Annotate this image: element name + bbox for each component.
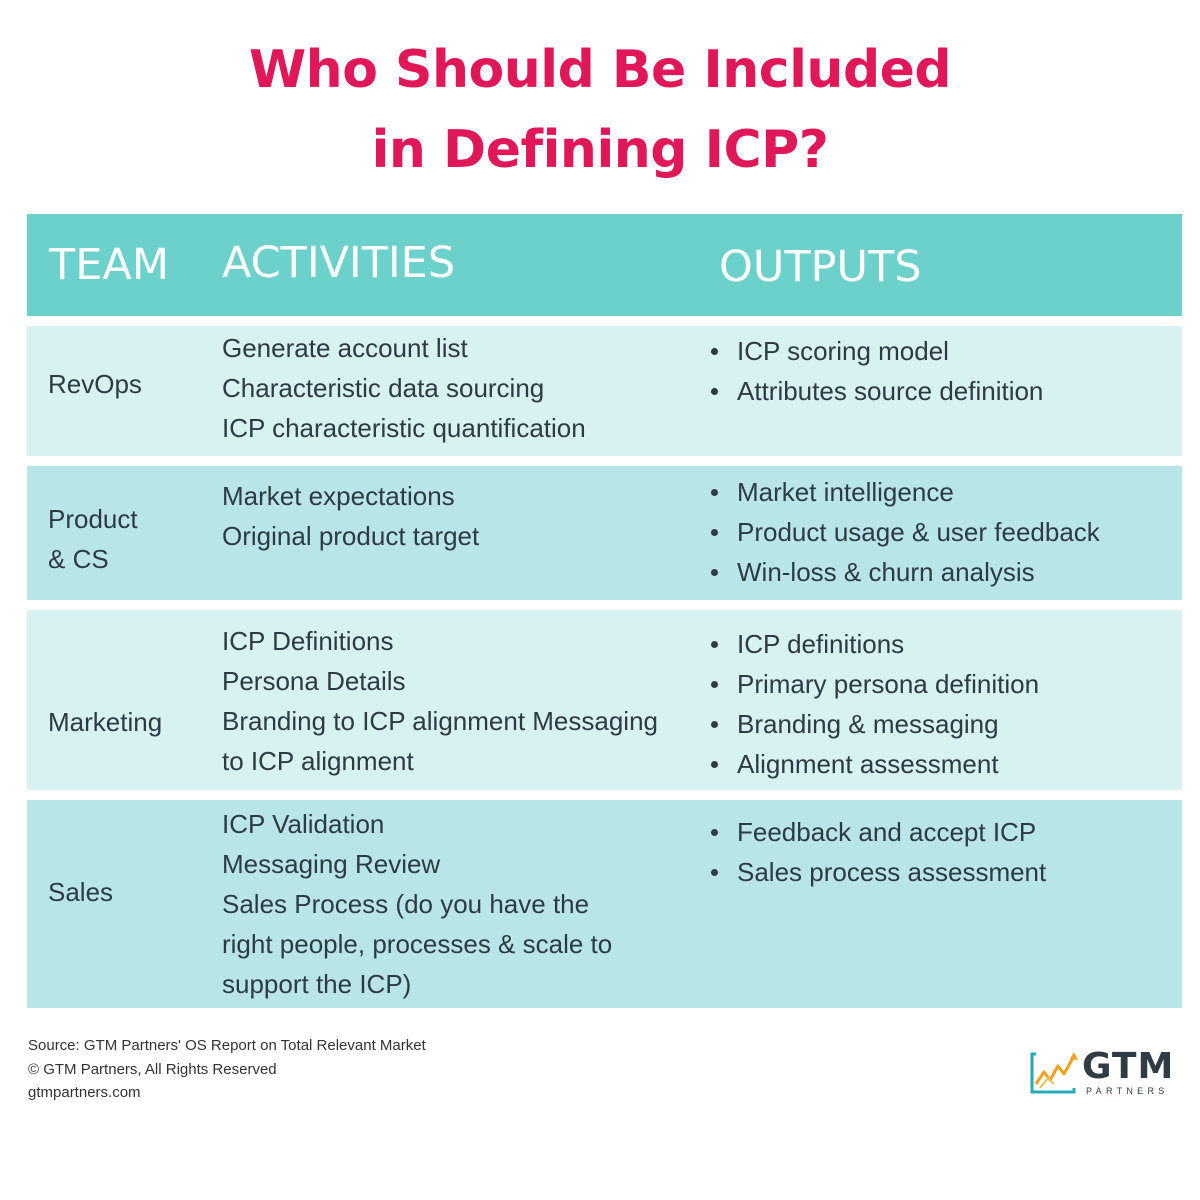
header-team: TEAM [49,240,169,290]
team-cell [48,702,162,742]
team-cell [48,499,138,579]
activity-item: Sales Process (do you have the [222,889,590,919]
outputs-list [711,331,1043,411]
activity-item: Original product target [222,521,480,551]
output-item: Attributes source definition [711,371,1043,411]
table-row-marketing [27,610,1182,790]
copyright-note: © GTM Partners, All Rights Reserved [28,1060,277,1078]
website-link: gtmpartners.com [28,1084,141,1101]
activities-cell [222,476,479,556]
activity-item: ICP Validation [222,809,385,839]
page-title [0,30,1200,190]
title-line-1: Who Should Be Included [248,40,952,100]
activity-item: right people, processes & scale to [222,929,613,959]
activities-cell [222,804,612,1004]
output-item: Feedback and accept ICP [711,812,1046,852]
activity-item: ICP characteristic quantification [222,413,586,443]
table-row-product-cs [27,466,1182,600]
output-item: Product usage & user feedback [711,512,1100,552]
team-label: Product [48,504,138,534]
team-label: Sales [48,877,114,907]
activities-cell [222,621,658,781]
table-header [27,214,1182,316]
source-note: Source: GTM Partners' OS Report on Total Relevant Market [28,1037,426,1054]
team-cell [48,364,142,404]
team-label: Marketing [48,707,163,737]
output-item: Win-loss & churn analysis [711,552,1100,592]
output-item: Primary persona definition [711,664,1039,704]
outputs-list [711,624,1039,784]
activity-item: Generate account list [222,333,468,363]
activities-cell [222,328,586,448]
team-label: & CS [48,544,109,574]
outputs-list [711,812,1046,892]
activity-item: to ICP alignment [222,746,414,776]
footer [28,1034,426,1105]
activity-item: support the ICP) [222,969,412,999]
team-cell [48,872,113,912]
chart-arrow-icon [1030,1050,1080,1096]
activity-item: Market expectations [222,481,455,511]
activity-item: Messaging Review [222,849,441,879]
title-line-2: in Defining ICP? [371,120,829,180]
logo-subtitle: PARTNERS [1086,1086,1169,1096]
output-item: Sales process assessment [711,852,1046,892]
header-outputs: OUTPUTS [719,242,922,292]
output-item: ICP scoring model [711,331,1043,371]
output-item: Market intelligence [711,472,1100,512]
activity-item: Characteristic data sourcing [222,373,545,403]
activity-item: Persona Details [222,666,406,696]
logo-wordmark: GTM [1082,1046,1175,1087]
table-row-sales [27,800,1182,1008]
output-item: ICP definitions [711,624,1039,664]
outputs-list [711,472,1100,592]
table-row-revops [27,326,1182,456]
activity-item: ICP Definitions [222,626,394,656]
team-label: RevOps [48,369,142,399]
gtm-partners-logo [1030,1046,1180,1098]
output-item: Branding & messaging [711,704,1039,744]
activity-item: Branding to ICP alignment Messaging [222,706,658,736]
header-activities: ACTIVITIES [222,238,456,288]
output-item: Alignment assessment [711,744,1039,784]
